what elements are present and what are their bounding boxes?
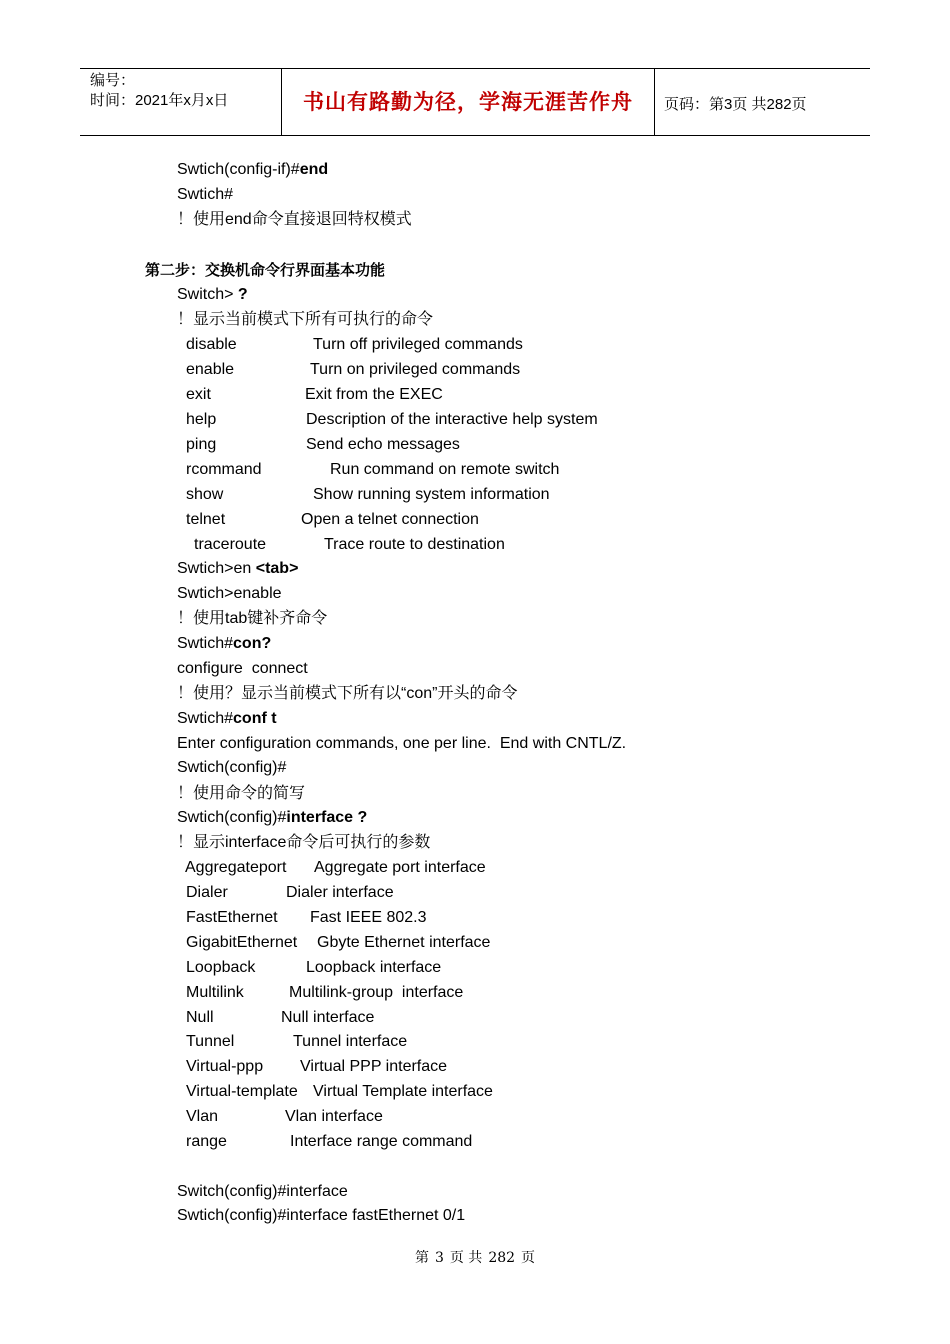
line-text: Swtich>enable	[177, 585, 282, 602]
command-desc: Turn off privileged commands	[313, 336, 523, 353]
interface-desc: Vlan interface	[285, 1108, 383, 1125]
line-text: Swtich(config)#	[177, 759, 287, 776]
interface-name: Virtual-ppp	[186, 1058, 264, 1075]
command-row	[186, 510, 479, 530]
command-row	[186, 460, 560, 480]
footer-page-number: 3	[434, 1250, 444, 1266]
line-text: Swtich#	[177, 710, 234, 727]
command-name: exit	[186, 386, 211, 403]
command-desc: Description of the interactive help system	[306, 411, 598, 428]
doc-line	[177, 584, 282, 604]
line-bold-text: ?	[237, 286, 248, 303]
command-desc: Exit from the EXEC	[305, 386, 443, 403]
command-row	[186, 385, 443, 405]
header-motto: 书山有路勤为径，学海无涯苦作舟	[303, 89, 633, 114]
time-label: 时间：2021年x月x日	[90, 92, 229, 109]
footer-total-pages: 282	[488, 1250, 516, 1266]
line-bold-text: con?	[233, 635, 272, 652]
interface-desc: Multilink-group interface	[289, 984, 464, 1001]
interface-row	[186, 1032, 408, 1052]
line-text: ！使用tab键补齐命令	[177, 610, 328, 627]
doc-line	[177, 659, 308, 679]
command-name: telnet	[186, 511, 226, 528]
interface-row	[186, 1132, 473, 1152]
interface-desc: Aggregate port interface	[314, 859, 486, 876]
doc-line	[177, 310, 433, 330]
footer-text: 页 共	[449, 1250, 483, 1266]
line-bold-text: interface ?	[286, 809, 368, 826]
interface-desc: Virtual PPP interface	[300, 1058, 448, 1075]
command-row	[186, 435, 460, 455]
doc-line	[177, 210, 412, 230]
interface-name: Multilink	[186, 984, 244, 1001]
interface-name: Dialer	[186, 884, 228, 901]
command-name: disable	[186, 336, 237, 353]
command-desc: Run command on remote switch	[330, 461, 560, 478]
interface-row	[186, 1008, 375, 1028]
page-footer	[0, 1247, 950, 1267]
doc-line	[177, 784, 305, 804]
command-name: show	[186, 486, 224, 503]
interface-name: Null	[186, 1009, 214, 1026]
line-bold-text: conf t	[233, 710, 277, 727]
header-divider	[654, 68, 655, 136]
interface-row	[185, 858, 486, 878]
line-text: Swtich>en	[177, 560, 256, 577]
interface-desc: Tunnel interface	[293, 1033, 408, 1050]
interface-row	[186, 958, 442, 978]
interface-row	[186, 933, 491, 953]
interface-row	[186, 983, 464, 1003]
interface-name: Virtual-template	[186, 1083, 298, 1100]
footer-text: 页	[521, 1250, 536, 1266]
line-text: ！显示当前模式下所有可执行的命令	[177, 311, 434, 328]
interface-row	[186, 883, 394, 903]
interface-name: range	[186, 1133, 227, 1150]
doc-line	[177, 634, 271, 654]
doc-line: Swtich(config)#interface fastEthernet 0/1	[177, 1207, 466, 1224]
command-desc: Turn on privileged commands	[310, 361, 521, 378]
interface-desc: Loopback interface	[306, 959, 442, 976]
command-name: traceroute	[194, 536, 267, 553]
number-label: 编号：	[90, 72, 136, 89]
doc-line: Switch(config)#interface	[177, 1183, 348, 1200]
interface-name: FastEthernet	[186, 909, 278, 926]
section-heading: 第二步：交换机命令行界面基本功能	[145, 262, 386, 279]
line-text: Switch>	[177, 286, 238, 303]
command-desc: Show running system information	[313, 486, 550, 503]
doc-line	[177, 709, 277, 729]
interface-desc: Interface range command	[290, 1133, 473, 1150]
line-text: configure connect	[177, 660, 308, 677]
interface-row	[186, 1057, 448, 1077]
doc-line	[177, 734, 626, 754]
footer-text: 第	[414, 1250, 429, 1266]
command-name: ping	[186, 436, 217, 453]
command-row	[186, 335, 523, 355]
line-text: ！使用命令的简写	[177, 785, 306, 802]
interface-name: Aggregateport	[185, 859, 287, 876]
header-bottom-rule	[80, 135, 870, 136]
header-page-info: 页码：第3页 共282页	[664, 96, 807, 113]
doc-line	[177, 185, 233, 205]
doc-line	[177, 160, 328, 180]
doc-line	[177, 609, 327, 629]
command-name: enable	[186, 361, 235, 378]
interface-name: Vlan	[186, 1108, 219, 1125]
command-desc: Trace route to destination	[324, 536, 505, 553]
command-desc: Open a telnet connection	[301, 511, 479, 528]
interface-row	[186, 1107, 383, 1127]
interface-desc: Gbyte Ethernet interface	[317, 934, 491, 951]
interface-name: GigabitEthernet	[186, 934, 298, 951]
command-row	[186, 485, 550, 505]
line-text: ！使用？显示当前模式下所有以“con”开头的命令	[177, 685, 518, 702]
doc-line	[177, 833, 430, 853]
command-name: help	[186, 411, 217, 428]
command-desc: Send echo messages	[306, 436, 460, 453]
doc-line	[177, 559, 298, 579]
header-meta	[90, 71, 228, 111]
line-text: ！显示interface命令后可执行的参数	[177, 834, 431, 851]
interface-row	[186, 1082, 493, 1102]
command-row	[186, 410, 598, 430]
interface-desc: Null interface	[281, 1009, 375, 1026]
line-text: Swtich#	[177, 635, 234, 652]
interface-desc: Fast IEEE 802.3	[310, 909, 427, 926]
command-row	[194, 535, 505, 555]
line-text: Swtich#	[177, 186, 234, 203]
doc-line	[177, 808, 367, 828]
command-name: rcommand	[186, 461, 262, 478]
header-top-rule	[80, 68, 870, 69]
line-text: Swtich(config-if)#	[177, 161, 300, 178]
doc-line	[177, 684, 517, 704]
line-text: Swtich(config)#	[177, 809, 287, 826]
interface-desc: Dialer interface	[286, 884, 394, 901]
interface-row	[186, 908, 427, 928]
line-bold-text: end	[299, 161, 329, 178]
doc-line	[177, 758, 286, 778]
line-text: Enter configuration commands, one per line. End with CNTL/Z.	[177, 735, 627, 752]
line-text: ！使用end命令直接退回特权模式	[177, 211, 412, 228]
interface-name: Tunnel	[186, 1033, 235, 1050]
interface-desc: Virtual Template interface	[313, 1083, 493, 1100]
command-row	[186, 360, 521, 380]
interface-name: Loopback	[186, 959, 256, 976]
doc-line	[177, 285, 248, 305]
line-bold-text: <tab>	[255, 560, 299, 577]
